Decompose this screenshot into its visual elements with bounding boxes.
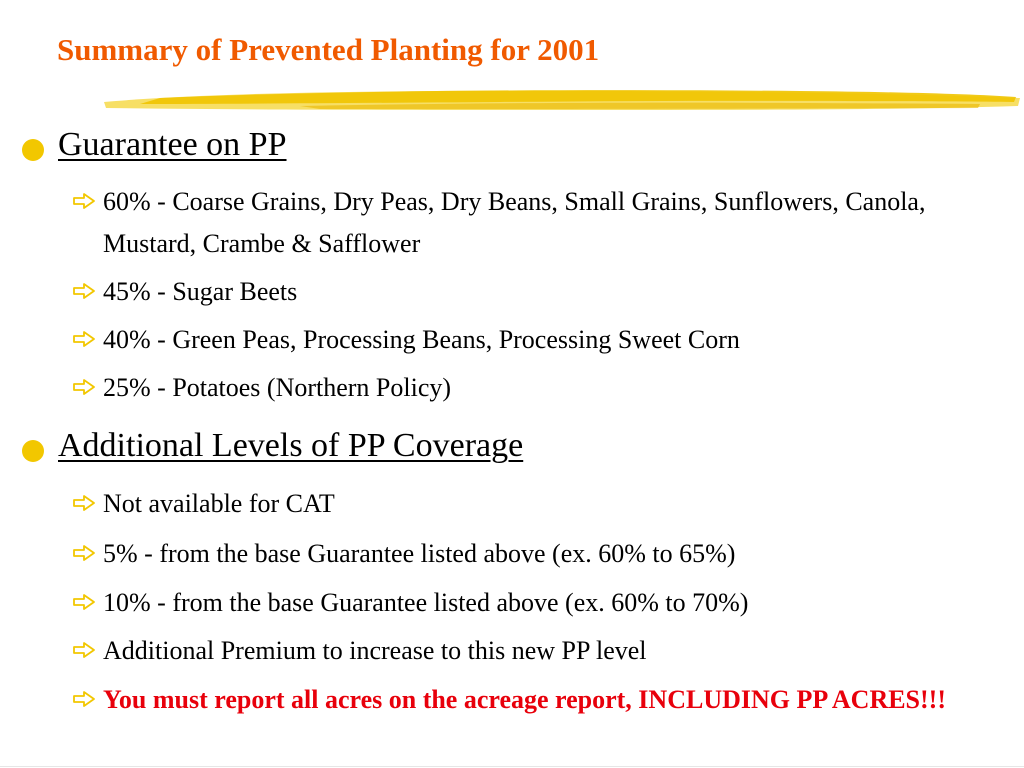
list-item (72, 582, 1012, 624)
list-item (72, 630, 1012, 672)
item-text: Not available for CAT (103, 489, 335, 518)
slide-bottom-border (0, 766, 1024, 767)
list-item (72, 367, 1012, 409)
arrow-right-icon (72, 641, 96, 659)
item-text: Additional Premium to increase to this new PP level (103, 636, 647, 665)
list-item (72, 533, 1012, 575)
item-text: 40% - Green Peas, Processing Beans, Processing Sweet Corn (103, 325, 740, 354)
section-heading: Guarantee on PP (58, 126, 287, 163)
item-text: 45% - Sugar Beets (103, 277, 298, 306)
section-heading: Additional Levels of PP Coverage (58, 427, 524, 464)
item-text-warning: You must report all acres on the acreage report, INCLUDING PP ACRES!!! (103, 685, 946, 714)
list-item (72, 271, 1012, 313)
item-text: 5% - from the base Guarantee listed above (ex. 60% to 65%) (103, 539, 736, 568)
list-item (72, 483, 1012, 525)
item-text: 25% - Potatoes (Northern Policy) (103, 373, 452, 402)
item-text: 60% - Coarse Grains, Dry Peas, Dry Beans, Small Grains, Sunflowers, Canola, Mustard, Crambe & Safflower (103, 187, 926, 258)
item-text: 10% - from the base Guarantee listed above (ex. 60% to 70%) (103, 588, 749, 617)
arrow-right-icon (72, 690, 96, 708)
page-title: Summary of Prevented Planting for 2001 (57, 32, 600, 67)
arrow-right-icon (72, 282, 96, 300)
arrow-right-icon (72, 378, 96, 396)
list-item-emphasis (72, 679, 1012, 721)
arrow-right-icon (72, 544, 96, 562)
list-item (72, 319, 1012, 361)
bullet-dot-icon (22, 440, 44, 462)
arrow-right-icon (72, 192, 96, 210)
brush-stroke-divider (100, 84, 1024, 118)
list-item (72, 181, 1012, 265)
arrow-right-icon (72, 593, 96, 611)
arrow-right-icon (72, 494, 96, 512)
arrow-right-icon (72, 330, 96, 348)
bullet-dot-icon (22, 139, 44, 161)
